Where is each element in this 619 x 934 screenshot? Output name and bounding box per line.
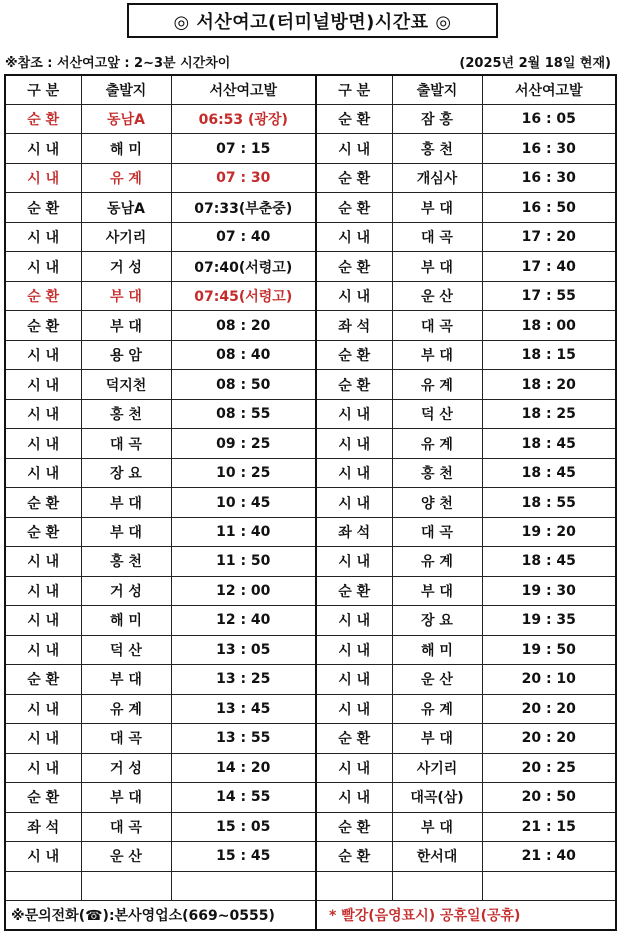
- header-type: 구 분: [316, 75, 392, 104]
- table-row: [5, 517, 616, 546]
- table-row: [5, 606, 616, 635]
- right-cell-depart: 19 : 30: [482, 576, 616, 605]
- left-cell-depart: 12 : 00: [171, 576, 316, 605]
- left-cell-origin: 대 곡: [81, 429, 171, 458]
- table-row: [5, 458, 616, 487]
- right-cell-type: 시 내: [316, 753, 392, 782]
- left-cell-depart: 10 : 25: [171, 458, 316, 487]
- right-cell-origin: 대 곡: [392, 311, 482, 340]
- left-cell-depart: 07 : 40: [171, 222, 316, 251]
- left-cell-origin: 유 계: [81, 694, 171, 723]
- right-cell-type: 순 환: [316, 724, 392, 753]
- right-cell-depart: 20 : 20: [482, 724, 616, 753]
- table-row: [5, 340, 616, 369]
- left-cell-origin: 사기리: [81, 222, 171, 251]
- left-cell-depart: 14 : 55: [171, 783, 316, 812]
- left-cell-depart: 15 : 05: [171, 812, 316, 841]
- left-cell-type: 순 환: [5, 311, 81, 340]
- left-cell-type: 순 환: [5, 193, 81, 222]
- left-cell-origin: 대 곡: [81, 724, 171, 753]
- left-cell-depart: 07:33(부춘중): [171, 193, 316, 222]
- table-row: [5, 370, 616, 399]
- right-cell-type: 시 내: [316, 635, 392, 664]
- left-cell-depart: 09 : 25: [171, 429, 316, 458]
- left-cell-type: 순 환: [5, 783, 81, 812]
- right-cell-type: 시 내: [316, 281, 392, 310]
- header-depart: 서산여고발: [482, 75, 616, 104]
- right-cell-depart: 18 : 00: [482, 311, 616, 340]
- left-cell-depart: 13 : 05: [171, 635, 316, 664]
- right-cell-type: 순 환: [316, 104, 392, 133]
- right-cell-origin: 부 대: [392, 812, 482, 841]
- left-cell-depart: 07 : 15: [171, 134, 316, 163]
- right-cell-type: 순 환: [316, 576, 392, 605]
- right-cell-depart: 20 : 20: [482, 694, 616, 723]
- left-cell-type: 시 내: [5, 458, 81, 487]
- right-cell-type: 시 내: [316, 222, 392, 251]
- right-cell-type: 순 환: [316, 370, 392, 399]
- right-cell-depart: 20 : 25: [482, 753, 616, 782]
- table-row: [5, 193, 616, 222]
- right-cell-origin: 부 대: [392, 724, 482, 753]
- right-cell-origin: 해 미: [392, 635, 482, 664]
- left-cell-depart: 08 : 20: [171, 311, 316, 340]
- right-cell-origin: 대곡(삼): [392, 783, 482, 812]
- table-row: [5, 783, 616, 812]
- table-row: [5, 842, 616, 871]
- reference-note: ※참조 : 서산여고앞 : 2∼3분 시간차이: [5, 56, 231, 71]
- left-cell-type: 시 내: [5, 694, 81, 723]
- right-cell-depart: 18 : 55: [482, 488, 616, 517]
- left-cell-depart: 13 : 25: [171, 665, 316, 694]
- right-cell-type: 순 환: [316, 340, 392, 369]
- right-cell-depart: 16 : 05: [482, 104, 616, 133]
- left-cell-depart: 08 : 40: [171, 340, 316, 369]
- left-cell-type: 시 내: [5, 576, 81, 605]
- table-row: [5, 753, 616, 782]
- left-cell-origin: 해 미: [81, 134, 171, 163]
- right-cell-origin: 양 천: [392, 488, 482, 517]
- right-cell-type: 시 내: [316, 488, 392, 517]
- table-row: [5, 429, 616, 458]
- header-origin: 출발지: [81, 75, 171, 104]
- left-cell-type: 시 내: [5, 134, 81, 163]
- right-cell-depart: 18 : 45: [482, 458, 616, 487]
- header-depart: 서산여고발: [171, 75, 316, 104]
- right-cell-origin: 운 산: [392, 665, 482, 694]
- left-cell-type: 시 내: [5, 547, 81, 576]
- left-cell-depart: 08 : 50: [171, 370, 316, 399]
- left-cell-origin: 거 성: [81, 753, 171, 782]
- right-cell-origin: 부 대: [392, 252, 482, 281]
- right-cell-origin: 유 계: [392, 370, 482, 399]
- right-cell-depart: 20 : 10: [482, 665, 616, 694]
- right-cell-depart: 16 : 50: [482, 193, 616, 222]
- left-cell-depart: 07:40(서령고): [171, 252, 316, 281]
- left-cell-depart: 11 : 40: [171, 517, 316, 546]
- right-cell-type: 순 환: [316, 252, 392, 281]
- right-cell-origin: 부 대: [392, 193, 482, 222]
- right-cell-depart: 17 : 55: [482, 281, 616, 310]
- header-type: 구 분: [5, 75, 81, 104]
- table-row: [5, 104, 616, 133]
- left-cell-type: 시 내: [5, 222, 81, 251]
- left-cell-type: 순 환: [5, 517, 81, 546]
- right-cell-type: 시 내: [316, 547, 392, 576]
- left-cell-depart: 13 : 55: [171, 724, 316, 753]
- right-cell-origin: 대 곡: [392, 517, 482, 546]
- right-cell-origin: 개심사: [392, 163, 482, 192]
- table-row: [5, 547, 616, 576]
- right-cell-depart: 16 : 30: [482, 134, 616, 163]
- left-cell-origin: 부 대: [81, 783, 171, 812]
- table-row: [5, 871, 616, 901]
- table-row: [5, 311, 616, 340]
- left-cell-type: 순 환: [5, 104, 81, 133]
- right-cell-type: [316, 871, 392, 901]
- right-cell-type: 시 내: [316, 458, 392, 487]
- right-cell-origin: 유 계: [392, 547, 482, 576]
- left-cell-origin: 부 대: [81, 665, 171, 694]
- right-cell-depart: 17 : 40: [482, 252, 616, 281]
- right-cell-origin: 유 계: [392, 429, 482, 458]
- left-cell-type: 시 내: [5, 724, 81, 753]
- left-cell-depart: 13 : 45: [171, 694, 316, 723]
- right-cell-depart: 21 : 40: [482, 842, 616, 871]
- left-cell-depart: [171, 871, 316, 901]
- right-cell-type: 시 내: [316, 606, 392, 635]
- table-row: [5, 488, 616, 517]
- left-cell-type: 시 내: [5, 429, 81, 458]
- right-cell-origin: [392, 871, 482, 901]
- left-cell-type: 시 내: [5, 163, 81, 192]
- left-cell-origin: 동남A: [81, 193, 171, 222]
- left-cell-type: 시 내: [5, 370, 81, 399]
- right-cell-origin: 부 대: [392, 340, 482, 369]
- left-cell-depart: 11 : 50: [171, 547, 316, 576]
- left-cell-origin: 운 산: [81, 842, 171, 871]
- table-row: [5, 134, 616, 163]
- left-cell-depart: 12 : 40: [171, 606, 316, 635]
- left-cell-type: 좌 석: [5, 812, 81, 841]
- table-row: [5, 665, 616, 694]
- left-cell-type: 시 내: [5, 842, 81, 871]
- left-cell-type: 시 내: [5, 252, 81, 281]
- right-cell-origin: 유 계: [392, 694, 482, 723]
- right-cell-origin: 운 산: [392, 281, 482, 310]
- table-row: [5, 635, 616, 664]
- right-cell-depart: 18 : 25: [482, 399, 616, 428]
- right-cell-type: 시 내: [316, 665, 392, 694]
- right-cell-type: 시 내: [316, 399, 392, 428]
- table-row: [5, 694, 616, 723]
- right-cell-depart: 19 : 20: [482, 517, 616, 546]
- left-cell-origin: 대 곡: [81, 812, 171, 841]
- table-row: [5, 724, 616, 753]
- right-cell-origin: 덕 산: [392, 399, 482, 428]
- left-cell-depart: 07 : 30: [171, 163, 316, 192]
- page-title: ◎ 서산여고(터미널방면)시간표 ◎: [127, 3, 498, 38]
- left-cell-origin: 부 대: [81, 311, 171, 340]
- left-cell-origin: 동남A: [81, 104, 171, 133]
- table-row: [5, 281, 616, 310]
- right-cell-type: 순 환: [316, 842, 392, 871]
- right-cell-depart: 18 : 45: [482, 429, 616, 458]
- header-row: [5, 75, 616, 104]
- left-cell-origin: 유 계: [81, 163, 171, 192]
- right-cell-origin: 잠 홍: [392, 104, 482, 133]
- left-cell-origin: 부 대: [81, 488, 171, 517]
- right-cell-type: 순 환: [316, 163, 392, 192]
- right-cell-depart: [482, 871, 616, 901]
- right-cell-origin: 부 대: [392, 576, 482, 605]
- left-cell-depart: 08 : 55: [171, 399, 316, 428]
- left-cell-origin: 홍 천: [81, 547, 171, 576]
- left-cell-depart: 15 : 45: [171, 842, 316, 871]
- left-cell-type: 시 내: [5, 635, 81, 664]
- timetable: [4, 74, 617, 931]
- right-cell-type: 좌 석: [316, 517, 392, 546]
- right-cell-depart: 18 : 20: [482, 370, 616, 399]
- right-cell-depart: 21 : 15: [482, 812, 616, 841]
- left-cell-origin: 거 성: [81, 576, 171, 605]
- right-cell-origin: 장 요: [392, 606, 482, 635]
- table-row: [5, 252, 616, 281]
- left-cell-depart: 06:53 (광장): [171, 104, 316, 133]
- left-cell-depart: 10 : 45: [171, 488, 316, 517]
- right-cell-depart: 16 : 30: [482, 163, 616, 192]
- left-cell-origin: [81, 871, 171, 901]
- right-cell-type: 시 내: [316, 429, 392, 458]
- date-note: (2025년 2월 18일 현재): [459, 56, 611, 71]
- left-cell-type: 시 내: [5, 753, 81, 782]
- left-cell-origin: 덕지천: [81, 370, 171, 399]
- table-row: [5, 163, 616, 192]
- right-cell-type: 시 내: [316, 134, 392, 163]
- right-cell-origin: 홍 천: [392, 134, 482, 163]
- holiday-legend: * 빨강(음영표시) 공휴일(공휴): [316, 901, 616, 930]
- right-cell-type: 시 내: [316, 694, 392, 723]
- left-cell-origin: 용 암: [81, 340, 171, 369]
- right-cell-origin: 홍 천: [392, 458, 482, 487]
- right-cell-depart: 18 : 45: [482, 547, 616, 576]
- table-row: [5, 812, 616, 841]
- left-cell-origin: 부 대: [81, 517, 171, 546]
- left-cell-type: 시 내: [5, 399, 81, 428]
- right-cell-depart: 18 : 15: [482, 340, 616, 369]
- left-cell-depart: 07:45(서령고): [171, 281, 316, 310]
- right-cell-type: 좌 석: [316, 311, 392, 340]
- left-cell-depart: 14 : 20: [171, 753, 316, 782]
- right-cell-type: 순 환: [316, 193, 392, 222]
- right-cell-depart: 20 : 50: [482, 783, 616, 812]
- footer-row: [5, 901, 616, 930]
- right-cell-origin: 사기리: [392, 753, 482, 782]
- left-cell-type: 순 환: [5, 281, 81, 310]
- right-cell-origin: 대 곡: [392, 222, 482, 251]
- left-cell-origin: 홍 천: [81, 399, 171, 428]
- right-cell-depart: 19 : 35: [482, 606, 616, 635]
- right-cell-type: 순 환: [316, 812, 392, 841]
- table-row: [5, 399, 616, 428]
- right-cell-depart: 19 : 50: [482, 635, 616, 664]
- left-cell-origin: 장 요: [81, 458, 171, 487]
- left-cell-type: 순 환: [5, 665, 81, 694]
- header-origin: 출발지: [392, 75, 482, 104]
- table-row: [5, 222, 616, 251]
- left-cell-origin: 덕 산: [81, 635, 171, 664]
- left-cell-origin: 거 성: [81, 252, 171, 281]
- left-cell-origin: 부 대: [81, 281, 171, 310]
- right-cell-origin: 한서대: [392, 842, 482, 871]
- table-row: [5, 576, 616, 605]
- right-cell-depart: 17 : 20: [482, 222, 616, 251]
- right-cell-type: 시 내: [316, 783, 392, 812]
- left-cell-type: 순 환: [5, 488, 81, 517]
- left-cell-type: [5, 871, 81, 901]
- left-cell-type: 시 내: [5, 606, 81, 635]
- contact-info: ※문의전화(☎):본사영업소(669∼0555): [5, 901, 316, 930]
- left-cell-origin: 해 미: [81, 606, 171, 635]
- left-cell-type: 시 내: [5, 340, 81, 369]
